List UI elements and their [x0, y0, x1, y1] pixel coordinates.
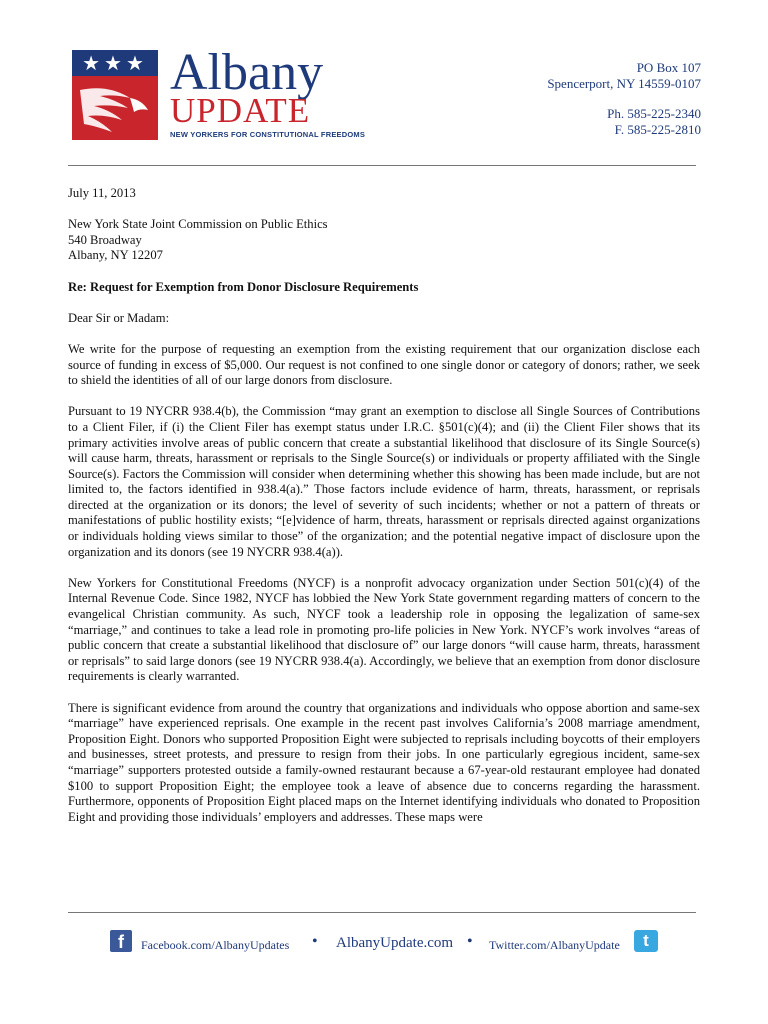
- footer-divider: [68, 912, 696, 913]
- separator-bullet: •: [312, 933, 318, 950]
- contact-block: [547, 60, 701, 138]
- twitter-link[interactable]: Twitter.com/AlbanyUpdate: [489, 938, 620, 952]
- albany-update-logo: [72, 44, 392, 146]
- po-box: PO Box 107: [636, 60, 701, 75]
- recipient-line-1: New York State Joint Commission on Public Ethics: [68, 217, 328, 232]
- stars-icon: ★★★: [72, 50, 158, 76]
- recipient-line-3: Albany, NY 12207: [68, 248, 163, 263]
- footer: [0, 930, 768, 958]
- eagle-icon: [78, 80, 152, 136]
- facebook-icon[interactable]: f: [110, 930, 132, 952]
- paragraph-1: We write for the purpose of requesting an exemption from the existing requirement that our organization disclose each source of funding in excess of $5,000. Our request is not confined to one single donor or category of donors; rather, we seek to shield the identities of all of our large donors from disclosure.: [68, 341, 700, 388]
- fax-number: F. 585-225-2810: [614, 122, 701, 137]
- paragraph-4: There is significant evidence from around the country that organizations and individuals who oppose abortion and same-sex “marriage” have experienced reprisals. One example in the recent past involves California’s 2008 marriage amendment, Proposition Eight. Donors who supported Proposition Eight were subjected to reprisals including boycotts of their employers and businesses, street protests, and pressure to resign from their jobs. In one particularly egregious incident, same-sex “marriage” supporters protested outside a family-owned restaurant because a 67-year-old restaurant employee had donated $100 to support Proposition Eight; the employee took a leave of absence due to concerns regarding the harassment. Furthermore, opponents of Proposition Eight placed maps on the Internet identifying individuals who donated to Proposition Eight and providing those individuals’ employers and addresses. These maps were: [68, 700, 700, 824]
- recipient-line-2: 540 Broadway: [68, 232, 142, 247]
- flag-emblem: [72, 50, 158, 140]
- paragraph-3: New Yorkers for Constitutional Freedoms (NYCF) is a nonprofit advocacy organization under Section 501(c)(4) of the Internal Revenue Code. Since 1982, NYCF has lobbied the New York State government regarding matters of concern to the evangelical Christian community. As such, NYCF took a leadership role in opposing the legalization of same-sex “marriage,” and continues to take a lead role in promoting pro-life policies in New York. NYCF’s work involves “areas of public concern that create a substantial likelihood that disclosure of” our large donors “will cause harm, threats, harassment or reprisals” to said large donors (see 19 NYCRR 938.4(a). Accordingly, we believe that an exemption from donor disclosure requirements is clearly warranted.: [68, 575, 700, 684]
- letter-date: July 11, 2013: [68, 186, 136, 200]
- twitter-icon[interactable]: t: [634, 930, 658, 952]
- phone-number: Ph. 585-225-2340: [607, 106, 701, 121]
- separator-bullet: •: [467, 933, 473, 950]
- facebook-link[interactable]: Facebook.com/AlbanyUpdates: [141, 938, 290, 952]
- city-line: Spencerport, NY 14559-0107: [547, 76, 701, 91]
- logo-tagline: NEW YORKERS FOR CONSTITUTIONAL FREEDOMS: [170, 130, 366, 139]
- header-divider: [68, 165, 696, 166]
- subject-line: Re: Request for Exemption from Donor Disclosure Requirements: [68, 279, 419, 294]
- letter-body: [68, 186, 700, 841]
- salutation: Dear Sir or Madam:: [68, 310, 170, 325]
- logo-albany-text: Albany: [170, 44, 324, 101]
- recipient-address: [68, 217, 700, 264]
- logo-update-text: UPDATE: [170, 91, 311, 130]
- paragraph-2: Pursuant to 19 NYCRR 938.4(b), the Commission “may grant an exemption to disclose all Single Sources of Contributions to a Client Filer, if (i) the Client Filer has exempt status under I.R.C. §501(c)(4); and (ii) the Client Filer shows that its primary activities involve areas of public concern that create a substantial likelihood that disclosure of its Single Source(s) will cause harm, threats, harassment or reprisals to the Single Source(s) or individuals or property affiliated with the Single Source(s). Factors the Commission will consider when determining whether this showing has been made include, but are not limited to, the factors identified in 938.4(a).” Those factors include evidence of harm, threats, harassment, or reprisals directed at the organization or its donors; the level of severity of such incidents; whether or not a pattern of threats or manifestations of public hostility exists; “[e]vidence of harm, threats, harassment or reprisals directed against organizations or individuals holding views similar to those” of the organization; and the potential negative impact of disclosure upon the organization and its donors (see 19 NYCRR 938.4(a)).: [68, 404, 700, 559]
- website-link[interactable]: AlbanyUpdate.com: [336, 935, 454, 951]
